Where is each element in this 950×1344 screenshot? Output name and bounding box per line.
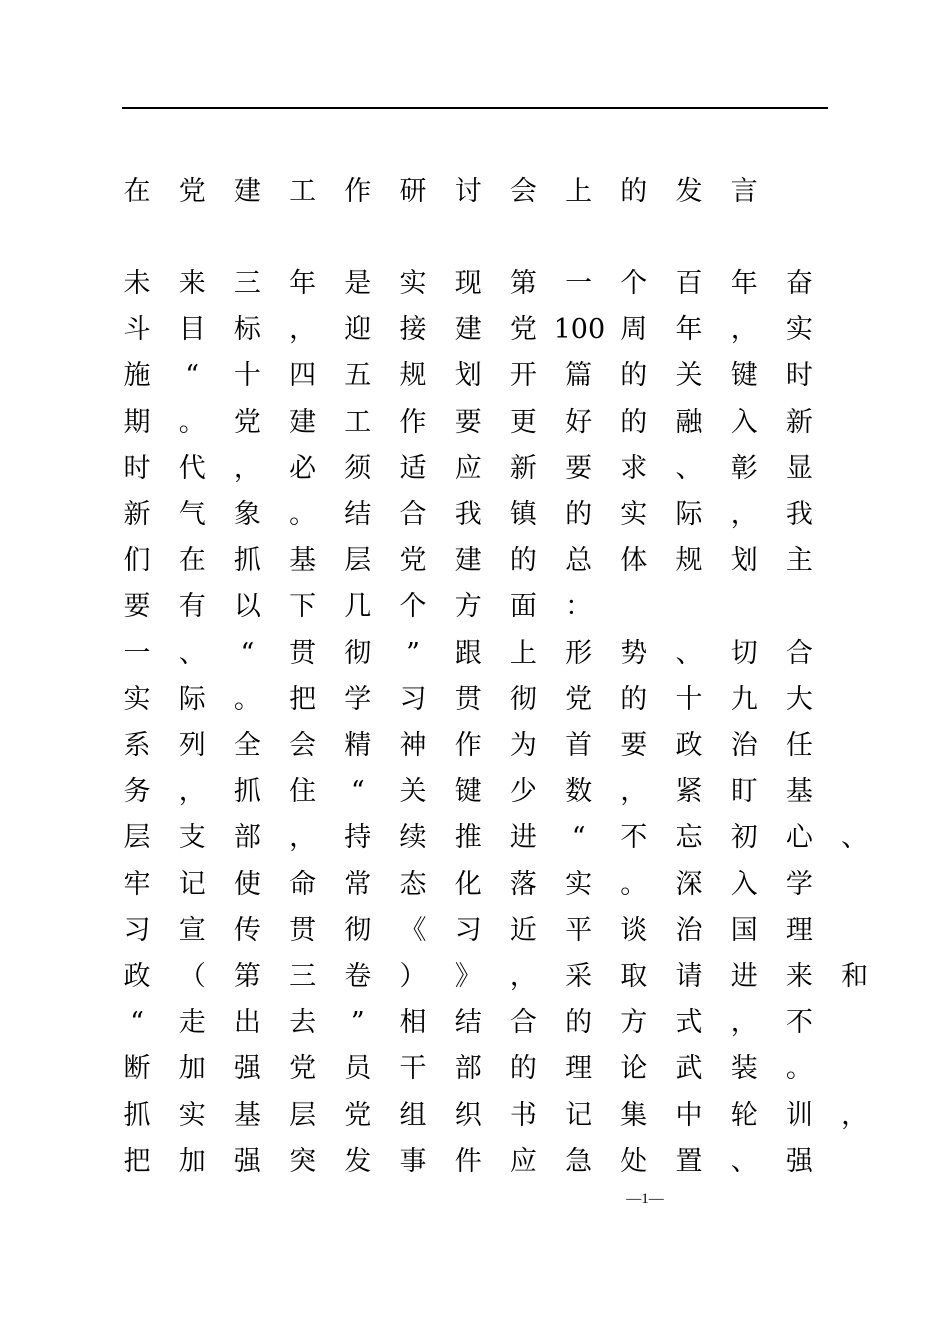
text-glyph: 我 bbox=[785, 499, 813, 530]
text-glyph: 实 bbox=[565, 868, 593, 900]
text-glyph: 融 bbox=[675, 406, 703, 438]
text-glyph: 抓 bbox=[233, 776, 261, 808]
text-glyph: 的 bbox=[620, 683, 648, 715]
body-line bbox=[0, 680, 950, 720]
text-glyph: 列 bbox=[178, 730, 206, 761]
text-glyph: 的 bbox=[620, 360, 648, 392]
document-title bbox=[0, 172, 950, 212]
text-glyph: 的 bbox=[620, 176, 648, 207]
text-glyph: 际 bbox=[675, 499, 703, 530]
text-glyph: 切 bbox=[730, 637, 758, 669]
body-line bbox=[0, 310, 950, 350]
text-glyph: 忘 bbox=[675, 822, 703, 854]
text-glyph: 开 bbox=[509, 360, 537, 392]
text-glyph: 精 bbox=[344, 730, 372, 761]
text-glyph: 记 bbox=[565, 1099, 593, 1131]
text-glyph: 合 bbox=[399, 499, 427, 530]
text-glyph: ， bbox=[730, 499, 758, 530]
text-glyph: 理 bbox=[785, 914, 813, 946]
text-glyph: 是 bbox=[344, 268, 372, 299]
text-glyph: 装 bbox=[730, 1053, 758, 1085]
text-glyph: 集 bbox=[620, 1099, 648, 1131]
text-glyph: 方 bbox=[454, 591, 482, 623]
text-glyph: “ bbox=[571, 822, 586, 854]
text-glyph: 支 bbox=[178, 822, 206, 854]
body-line bbox=[0, 449, 950, 489]
text-glyph: 走 bbox=[178, 1007, 206, 1039]
text-glyph: 、 bbox=[730, 1145, 758, 1177]
text-glyph: 强 bbox=[233, 1145, 261, 1177]
text-glyph: 会 bbox=[509, 176, 537, 207]
text-glyph: ， bbox=[509, 961, 537, 992]
text-glyph: 形 bbox=[565, 637, 593, 669]
text-glyph: 言 bbox=[730, 176, 758, 207]
text-glyph: 进 bbox=[509, 822, 537, 854]
text-glyph: 标 bbox=[233, 314, 261, 346]
text-glyph: 接 bbox=[399, 314, 427, 346]
text-glyph: 态 bbox=[399, 868, 427, 900]
text-glyph: 习 bbox=[454, 914, 482, 946]
text-glyph: 百 bbox=[675, 268, 703, 299]
text-glyph: 数 bbox=[565, 776, 593, 808]
text-glyph: 首 bbox=[565, 730, 593, 761]
text-glyph: 新 bbox=[509, 452, 537, 484]
text-glyph: 党 bbox=[289, 1053, 317, 1085]
text-glyph: 讨 bbox=[454, 176, 482, 207]
text-glyph: 规 bbox=[675, 545, 703, 577]
text-glyph: 治 bbox=[730, 730, 758, 761]
text-glyph: 要 bbox=[454, 406, 482, 438]
text-glyph: 谈 bbox=[620, 914, 648, 946]
text-glyph: 一 bbox=[123, 637, 151, 669]
text-glyph: 务 bbox=[123, 776, 151, 808]
text-glyph: 彰 bbox=[730, 452, 758, 484]
text-glyph: 国 bbox=[730, 914, 758, 946]
text-glyph: 系 bbox=[123, 730, 151, 761]
text-glyph: 党 bbox=[233, 406, 261, 438]
text-glyph: 去 bbox=[289, 1007, 317, 1039]
text-glyph: 全 bbox=[233, 730, 261, 761]
text-glyph: 员 bbox=[344, 1053, 372, 1085]
text-glyph: 有 bbox=[178, 591, 206, 623]
text-glyph: 划 bbox=[730, 545, 758, 577]
text-glyph: 学 bbox=[785, 868, 813, 900]
text-glyph: 斗 bbox=[123, 314, 151, 346]
text-glyph: 迎 bbox=[344, 314, 372, 346]
text-glyph: 。 bbox=[178, 406, 206, 438]
text-glyph: 持 bbox=[344, 822, 372, 854]
text-glyph: 四 bbox=[289, 360, 317, 392]
body-line bbox=[0, 911, 950, 951]
text-glyph: 牢 bbox=[123, 868, 151, 900]
text-glyph: 层 bbox=[344, 545, 372, 577]
text-glyph: ， bbox=[289, 314, 317, 346]
text-glyph: 上 bbox=[565, 176, 593, 207]
text-glyph: 年 bbox=[730, 268, 758, 299]
text-glyph: 。 bbox=[289, 499, 317, 530]
text-glyph: 不 bbox=[785, 1007, 813, 1039]
text-glyph: 层 bbox=[289, 1099, 317, 1131]
text-glyph: 党 bbox=[565, 683, 593, 715]
text-glyph: 贯 bbox=[289, 637, 317, 669]
text-glyph: 急 bbox=[565, 1145, 593, 1177]
text-glyph: 心 bbox=[785, 822, 813, 854]
text-glyph: 实 bbox=[399, 268, 427, 299]
text-glyph: 建 bbox=[454, 314, 482, 346]
text-glyph: 跟 bbox=[454, 637, 482, 669]
text-glyph: 五 bbox=[344, 360, 372, 392]
text-glyph: 在 bbox=[123, 176, 151, 207]
text-glyph: 相 bbox=[399, 1007, 427, 1039]
text-glyph: 续 bbox=[399, 822, 427, 854]
text-glyph: 任 bbox=[785, 730, 813, 761]
text-glyph: 的 bbox=[620, 406, 648, 438]
body-line bbox=[0, 1049, 950, 1089]
body-line bbox=[0, 726, 950, 766]
text-glyph: 住 bbox=[289, 776, 317, 808]
text-glyph: 武 bbox=[675, 1053, 703, 1085]
text-glyph: 的 bbox=[509, 1053, 537, 1085]
text-glyph: 显 bbox=[785, 452, 813, 484]
text-glyph: 盯 bbox=[730, 776, 758, 808]
text-glyph: 紧 bbox=[675, 776, 703, 808]
text-glyph: 神 bbox=[399, 730, 427, 761]
text-glyph: 关 bbox=[675, 360, 703, 392]
text-glyph: 工 bbox=[344, 406, 372, 438]
text-glyph: 下 bbox=[289, 591, 317, 623]
text-glyph: 结 bbox=[344, 499, 372, 530]
text-glyph: 周 bbox=[620, 314, 648, 346]
text-glyph: 突 bbox=[289, 1145, 317, 1177]
text-glyph: 组 bbox=[399, 1099, 427, 1131]
text-glyph: 面 bbox=[509, 591, 537, 623]
text-glyph: “ bbox=[350, 776, 365, 808]
text-glyph: 、 bbox=[675, 637, 703, 669]
text-glyph: 部 bbox=[454, 1053, 482, 1085]
text-glyph: 合 bbox=[785, 637, 813, 669]
text-glyph: “ bbox=[240, 637, 255, 669]
text-glyph: 学 bbox=[344, 683, 372, 715]
text-glyph: 作 bbox=[344, 176, 372, 207]
text-glyph: 作 bbox=[454, 730, 482, 761]
text-glyph: 要 bbox=[123, 591, 151, 623]
text-glyph: 施 bbox=[123, 360, 151, 392]
text-glyph: 来 bbox=[785, 961, 813, 992]
text-glyph: 织 bbox=[454, 1099, 482, 1131]
text-glyph: 贯 bbox=[289, 914, 317, 946]
text-glyph: 时 bbox=[123, 452, 151, 484]
text-glyph: 键 bbox=[730, 360, 758, 392]
text-glyph: 件 bbox=[454, 1145, 482, 1177]
text-glyph: 常 bbox=[344, 868, 372, 900]
text-glyph: 传 bbox=[233, 914, 261, 946]
text-glyph: 合 bbox=[509, 1007, 537, 1039]
text-glyph: 代 bbox=[178, 452, 206, 484]
text-glyph: 习 bbox=[123, 914, 151, 946]
text-glyph: 100 bbox=[553, 314, 606, 346]
text-glyph: 层 bbox=[123, 822, 151, 854]
text-glyph: 进 bbox=[730, 961, 758, 992]
text-glyph: 更 bbox=[509, 406, 537, 438]
text-glyph: 取 bbox=[620, 961, 648, 992]
text-glyph: 入 bbox=[730, 868, 758, 900]
text-glyph: ， bbox=[730, 314, 758, 346]
body-line bbox=[0, 587, 950, 627]
text-glyph: 宣 bbox=[178, 914, 206, 946]
text-glyph: 新 bbox=[123, 499, 151, 530]
text-glyph: 落 bbox=[509, 868, 537, 900]
text-glyph: 时 bbox=[785, 360, 813, 392]
text-glyph: 的 bbox=[565, 499, 593, 530]
text-glyph: 一 bbox=[565, 268, 593, 299]
text-glyph: 。 bbox=[620, 868, 648, 900]
text-glyph: 贯 bbox=[454, 683, 482, 715]
text-glyph: 在 bbox=[178, 545, 206, 577]
text-glyph: 》 bbox=[454, 961, 482, 992]
text-glyph: 抓 bbox=[123, 1099, 151, 1131]
text-glyph: 九 bbox=[730, 683, 758, 715]
text-glyph: 三 bbox=[289, 961, 317, 992]
text-glyph: 个 bbox=[399, 591, 427, 623]
text-glyph: 为 bbox=[509, 730, 537, 761]
text-glyph: 未 bbox=[123, 268, 151, 299]
text-glyph: 个 bbox=[620, 268, 648, 299]
body-line bbox=[0, 264, 950, 304]
text-glyph: 党 bbox=[344, 1099, 372, 1131]
text-glyph: 基 bbox=[785, 776, 813, 808]
text-glyph: 。 bbox=[785, 1053, 813, 1085]
text-glyph: 主 bbox=[785, 545, 813, 577]
text-glyph: 新 bbox=[785, 406, 813, 438]
text-glyph: 三 bbox=[233, 268, 261, 299]
text-glyph: 式 bbox=[675, 1007, 703, 1039]
text-glyph: 实 bbox=[123, 683, 151, 715]
text-glyph: 训 bbox=[785, 1099, 813, 1131]
text-glyph: 的 bbox=[509, 545, 537, 577]
text-glyph: 研 bbox=[399, 176, 427, 207]
text-glyph: 来 bbox=[178, 268, 206, 299]
text-glyph: 建 bbox=[454, 545, 482, 577]
text-glyph: 须 bbox=[344, 452, 372, 484]
text-glyph: 体 bbox=[620, 545, 648, 577]
text-glyph: 篇 bbox=[565, 360, 593, 392]
text-glyph: 要 bbox=[620, 730, 648, 761]
text-glyph: 第 bbox=[233, 961, 261, 992]
text-glyph: 第 bbox=[509, 268, 537, 299]
text-glyph: 、 bbox=[841, 822, 869, 854]
text-glyph: 大 bbox=[785, 683, 813, 715]
text-glyph: 实 bbox=[620, 499, 648, 530]
text-glyph: ， bbox=[233, 452, 261, 484]
text-glyph: 上 bbox=[509, 637, 537, 669]
text-glyph: ， bbox=[730, 1007, 758, 1039]
text-glyph: ： bbox=[565, 591, 593, 623]
text-glyph: 强 bbox=[785, 1145, 813, 1177]
text-glyph: 关 bbox=[399, 776, 427, 808]
text-glyph: 深 bbox=[675, 868, 703, 900]
text-glyph: 求 bbox=[620, 452, 648, 484]
body-line bbox=[0, 403, 950, 443]
text-glyph: 记 bbox=[178, 868, 206, 900]
text-glyph: 发 bbox=[344, 1145, 372, 1177]
text-glyph: 入 bbox=[730, 406, 758, 438]
text-glyph: 会 bbox=[289, 730, 317, 761]
text-glyph: 事 bbox=[399, 1145, 427, 1177]
text-glyph: 我 bbox=[454, 499, 482, 530]
text-glyph: 年 bbox=[675, 314, 703, 346]
text-glyph: 命 bbox=[289, 868, 317, 900]
text-glyph: 处 bbox=[620, 1145, 648, 1177]
text-glyph: 作 bbox=[399, 406, 427, 438]
text-glyph: 以 bbox=[233, 591, 261, 623]
text-glyph: 、 bbox=[178, 637, 206, 669]
text-glyph: 少 bbox=[509, 776, 537, 808]
body-line bbox=[0, 818, 950, 858]
text-glyph: 请 bbox=[675, 961, 703, 992]
text-glyph: 应 bbox=[509, 1145, 537, 1177]
text-glyph: 十 bbox=[675, 683, 703, 715]
text-glyph: 卷 bbox=[344, 961, 372, 992]
text-glyph: 治 bbox=[675, 914, 703, 946]
text-glyph: 十 bbox=[233, 360, 261, 392]
text-glyph: 出 bbox=[233, 1007, 261, 1039]
text-glyph: 中 bbox=[675, 1099, 703, 1131]
body-line bbox=[0, 634, 950, 674]
text-glyph: 气 bbox=[178, 499, 206, 530]
text-glyph: 年 bbox=[289, 268, 317, 299]
text-glyph: 应 bbox=[454, 452, 482, 484]
text-glyph: 期 bbox=[123, 406, 151, 438]
text-glyph: 划 bbox=[454, 360, 482, 392]
text-glyph: 势 bbox=[620, 637, 648, 669]
text-glyph: 实 bbox=[178, 1099, 206, 1131]
text-glyph: 现 bbox=[454, 268, 482, 299]
text-glyph: 使 bbox=[233, 868, 261, 900]
text-glyph: 要 bbox=[565, 452, 593, 484]
text-glyph: 平 bbox=[565, 914, 593, 946]
body-line bbox=[0, 356, 950, 396]
text-glyph: 习 bbox=[399, 683, 427, 715]
text-glyph: 方 bbox=[620, 1007, 648, 1039]
text-glyph: 目 bbox=[178, 314, 206, 346]
text-glyph: 彻 bbox=[344, 914, 372, 946]
text-glyph: 党 bbox=[399, 545, 427, 577]
text-glyph: “ bbox=[130, 1007, 144, 1039]
text-glyph: 理 bbox=[565, 1053, 593, 1085]
body-line bbox=[0, 1003, 950, 1043]
text-glyph: 实 bbox=[785, 314, 813, 346]
text-glyph: 和 bbox=[841, 961, 869, 992]
text-glyph: 键 bbox=[454, 776, 482, 808]
text-glyph: 建 bbox=[289, 406, 317, 438]
text-glyph: 加 bbox=[178, 1053, 206, 1085]
text-glyph: 彻 bbox=[344, 637, 372, 669]
text-glyph: 党 bbox=[509, 314, 537, 346]
text-glyph: 、 bbox=[675, 452, 703, 484]
text-glyph: 不 bbox=[620, 822, 648, 854]
body-line bbox=[0, 865, 950, 905]
text-glyph: 干 bbox=[399, 1053, 427, 1085]
text-glyph: ， bbox=[178, 776, 206, 808]
text-glyph: 彻 bbox=[509, 683, 537, 715]
text-glyph: ， bbox=[620, 776, 648, 808]
text-glyph: 工 bbox=[289, 176, 317, 207]
body-line bbox=[0, 1096, 950, 1136]
text-glyph: ） bbox=[399, 961, 427, 992]
text-glyph: 好 bbox=[565, 406, 593, 438]
text-glyph: 政 bbox=[675, 730, 703, 761]
text-glyph: 轮 bbox=[730, 1099, 758, 1131]
text-glyph: ” bbox=[406, 637, 420, 669]
text-glyph: ， bbox=[289, 822, 317, 854]
text-glyph: 近 bbox=[509, 914, 537, 946]
body-line bbox=[0, 1142, 950, 1182]
text-glyph: 奋 bbox=[785, 268, 813, 299]
body-line bbox=[0, 772, 950, 812]
text-glyph: 发 bbox=[675, 176, 703, 207]
text-glyph: 际 bbox=[178, 683, 206, 715]
text-glyph: 适 bbox=[399, 452, 427, 484]
text-glyph: 规 bbox=[399, 360, 427, 392]
page-number: —1— bbox=[626, 1191, 664, 1207]
text-glyph: 的 bbox=[565, 1007, 593, 1039]
text-glyph: 把 bbox=[289, 683, 317, 715]
text-glyph: 置 bbox=[675, 1145, 703, 1177]
text-glyph: ” bbox=[350, 1007, 365, 1039]
text-glyph: 几 bbox=[344, 591, 372, 623]
text-glyph: 部 bbox=[233, 822, 261, 854]
text-glyph: 加 bbox=[178, 1145, 206, 1177]
text-glyph: ， bbox=[841, 1099, 869, 1131]
text-glyph: 象 bbox=[233, 499, 261, 530]
text-glyph: 政 bbox=[123, 961, 151, 992]
text-glyph: 论 bbox=[620, 1053, 648, 1085]
text-glyph: 结 bbox=[454, 1007, 482, 1039]
text-glyph: 强 bbox=[233, 1053, 261, 1085]
text-glyph: 。 bbox=[233, 683, 261, 715]
text-glyph: 把 bbox=[123, 1145, 151, 1177]
text-glyph: 《 bbox=[399, 914, 427, 946]
text-glyph: 党 bbox=[178, 176, 206, 207]
text-glyph: （ bbox=[178, 961, 206, 992]
text-glyph: 化 bbox=[454, 868, 482, 900]
text-glyph: 抓 bbox=[233, 545, 261, 577]
body-line bbox=[0, 957, 950, 997]
header-rule bbox=[122, 107, 828, 109]
text-glyph: 书 bbox=[509, 1099, 537, 1131]
text-glyph: 采 bbox=[565, 961, 593, 992]
text-glyph: 们 bbox=[123, 545, 151, 577]
text-glyph: 断 bbox=[123, 1053, 151, 1085]
text-glyph: 必 bbox=[289, 452, 317, 484]
text-glyph: 基 bbox=[289, 545, 317, 577]
text-glyph: 镇 bbox=[509, 499, 537, 530]
text-glyph: 总 bbox=[565, 545, 593, 577]
text-glyph: 初 bbox=[730, 822, 758, 854]
text-glyph: 推 bbox=[454, 822, 482, 854]
text-glyph: 基 bbox=[233, 1099, 261, 1131]
body-line bbox=[0, 541, 950, 581]
body-line bbox=[0, 495, 950, 535]
text-glyph: “ bbox=[185, 360, 200, 392]
text-glyph: 建 bbox=[233, 176, 261, 207]
